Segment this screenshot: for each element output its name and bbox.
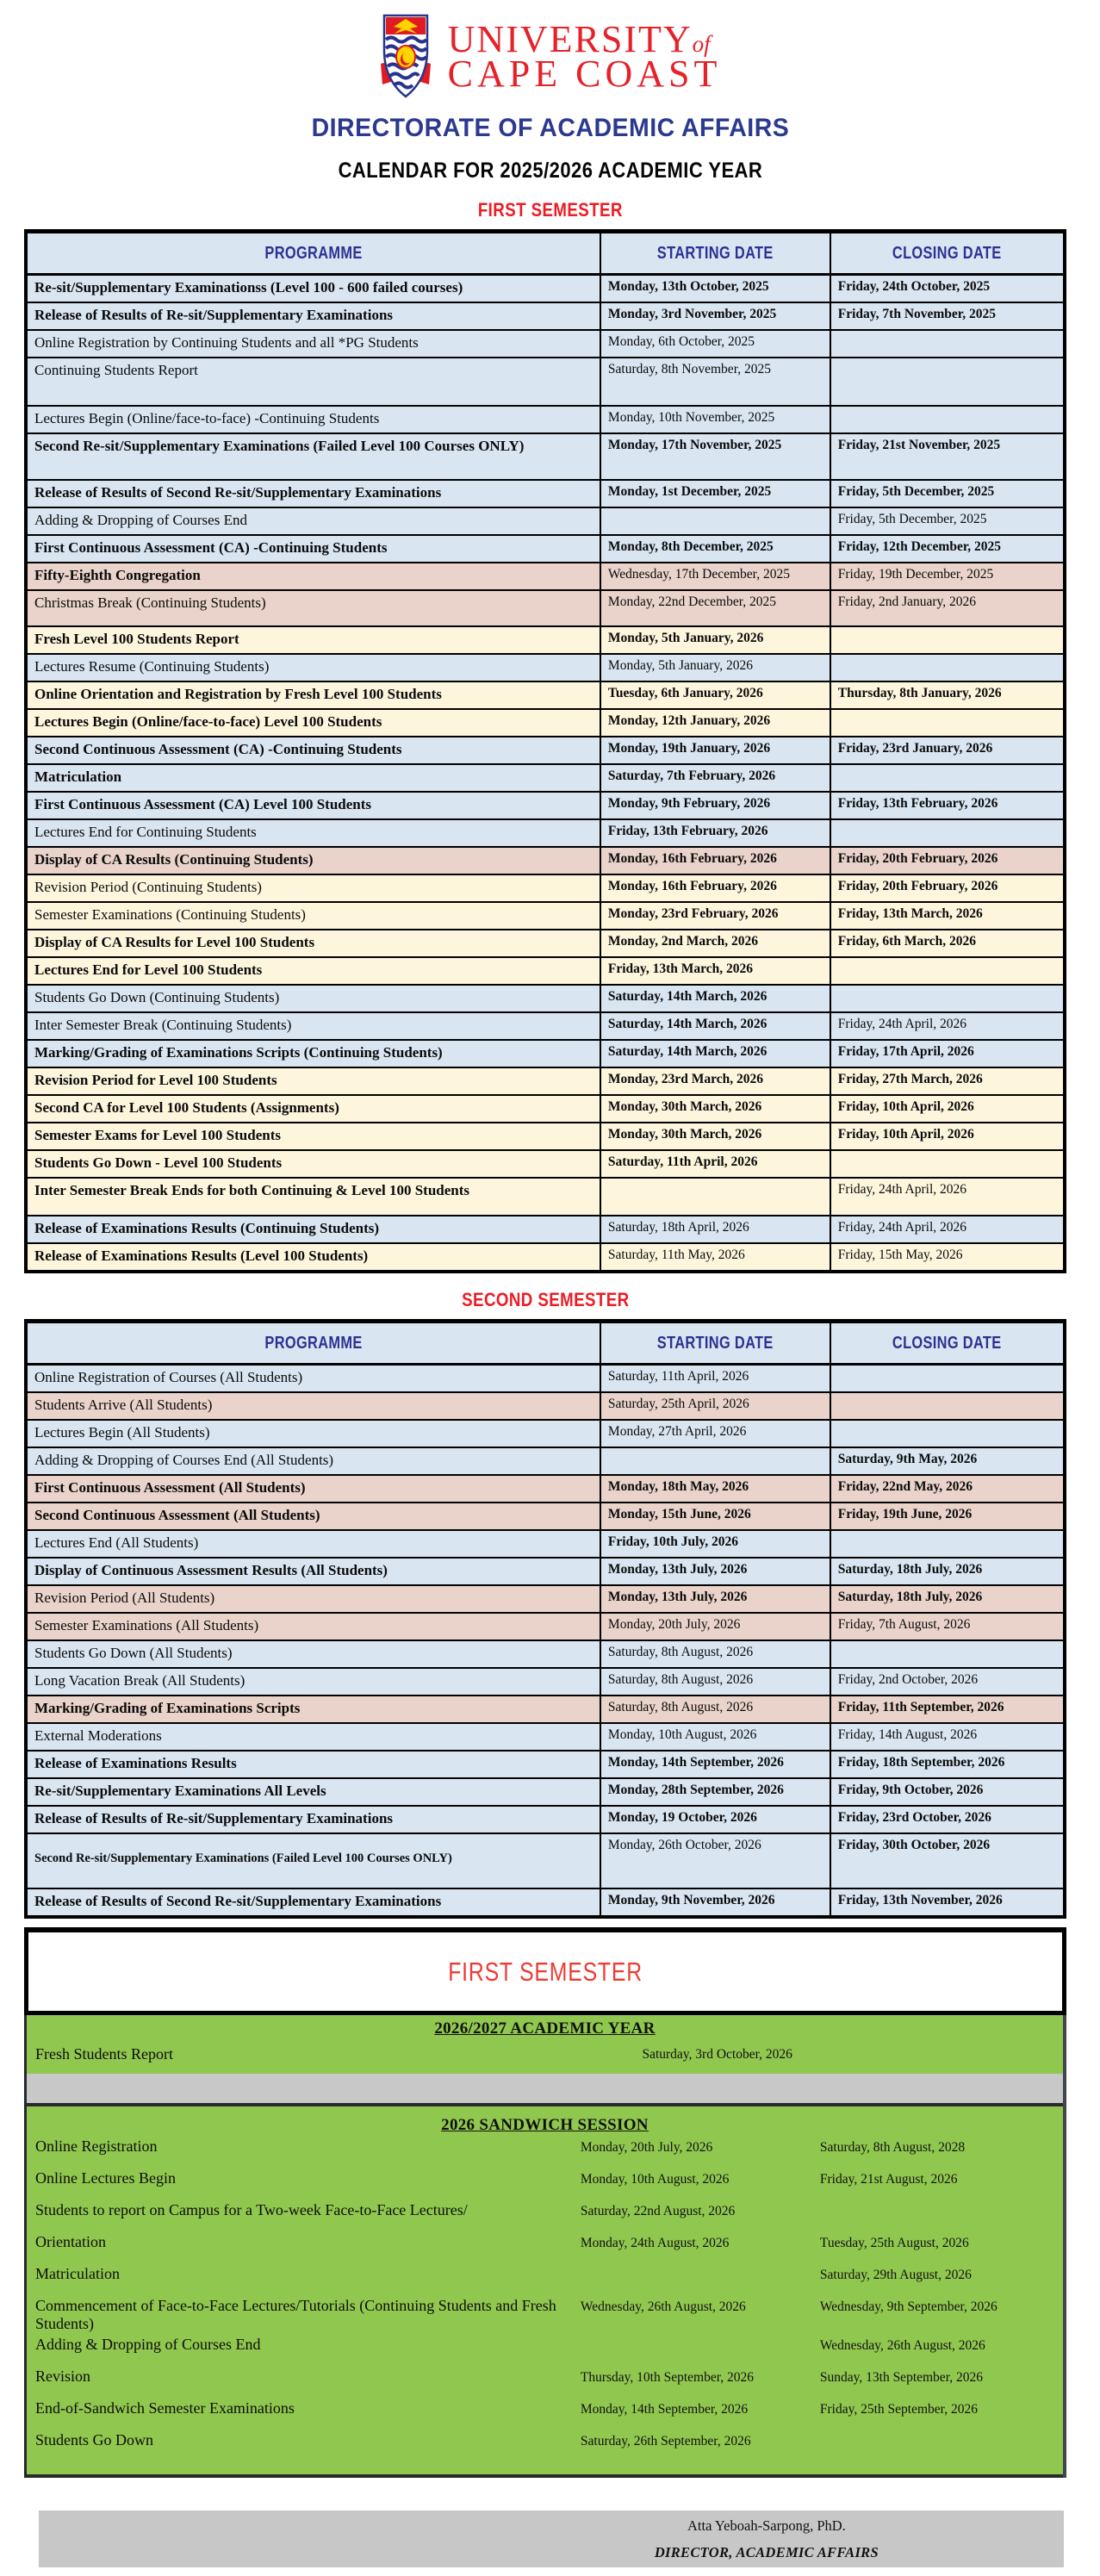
programme-cell: First Continuous Assessment (All Students): [28, 1476, 601, 1502]
starting-date: Saturday, 22nd August, 2026: [580, 2204, 736, 2218]
table-row: [28, 1419, 1063, 1447]
sandwich-session-rows: [27, 2135, 1063, 2461]
starting-date-cell: Saturday, 25th April, 2026: [601, 1393, 831, 1419]
table-row: [28, 302, 1063, 329]
table-row: [28, 405, 1063, 432]
closing-date-cell: Saturday, 9th May, 2026: [837, 1452, 978, 1466]
first-semester-table-body: [28, 276, 1063, 1270]
starting-date: Wednesday, 26th August, 2026: [580, 2299, 746, 2314]
table-row: [28, 818, 1063, 846]
table-row: [28, 432, 1063, 479]
starting-date-cell: Saturday, 8th November, 2025: [601, 358, 831, 405]
closing-date-cell: [831, 1641, 1063, 1667]
table-row: [28, 1667, 1063, 1695]
programme-cell: Lectures End (All Students): [28, 1531, 601, 1557]
table-row: [28, 1122, 1063, 1149]
closing-date-cell: Friday, 13th February, 2026: [837, 796, 998, 811]
programme-label: Revision: [35, 2368, 91, 2385]
table-row: [28, 956, 1063, 984]
table-row: [28, 1094, 1063, 1122]
table-row: [28, 1067, 1063, 1094]
starting-date-cell: Monday, 14th September, 2026: [601, 1752, 831, 1777]
closing-date-cell: Friday, 24th April, 2026: [837, 1182, 967, 1197]
starting-date-cell: [601, 1179, 831, 1215]
programme-cell: Revision Period for Level 100 Students: [28, 1068, 601, 1094]
starting-date: Saturday, 3rd October, 2026: [642, 2047, 792, 2062]
lower-sections: [24, 2015, 1066, 2478]
closing-date: Saturday, 29th August, 2026: [819, 2268, 972, 2282]
programme-label: Matriculation: [35, 2265, 120, 2282]
wordmark-line2: CAPE COAST: [447, 53, 722, 95]
programme-cell: Second CA for Level 100 Students (Assignments): [28, 1096, 601, 1122]
table-row: [28, 1640, 1063, 1667]
closing-date-cell: Friday, 27th March, 2026: [837, 1072, 983, 1086]
ucc-crest-logo: [379, 12, 432, 102]
programme-cell: Lectures Begin (Online/face-to-face) -Continuing Students: [28, 407, 601, 432]
programme-cell: Inter Semester Break Ends for both Continuing & Level 100 Students: [28, 1179, 601, 1215]
table-row: [28, 874, 1063, 901]
university-wordmark: [447, 17, 722, 95]
table-row: [28, 357, 1063, 405]
closing-date-cell: [831, 986, 1063, 1011]
starting-date-cell: Monday, 10th November, 2025: [601, 407, 831, 432]
starting-date-cell: Monday, 16th February, 2026: [601, 848, 831, 874]
column-header-starting-date: STARTING DATE: [601, 1323, 831, 1363]
table-row: [28, 901, 1063, 929]
programme-cell: Inter Semester Break (Continuing Students): [28, 1013, 601, 1039]
starting-date: Monday, 24th August, 2026: [580, 2236, 730, 2250]
programme-cell: Display of CA Results (Continuing Students): [28, 848, 601, 874]
closing-date: Wednesday, 26th August, 2026: [819, 2338, 985, 2353]
closing-date: Tuesday, 25th August, 2026: [819, 2236, 969, 2250]
closing-date-cell: [831, 655, 1063, 681]
starting-date-cell: Monday, 22nd December, 2025: [601, 591, 831, 625]
programme-cell: Lectures End for Level 100 Students: [28, 958, 601, 984]
programme-label: Students to report on Campus for a Two-week Face-to-Face Lectures/: [35, 2201, 468, 2218]
closing-date-cell: [831, 407, 1063, 432]
starting-date-cell: Monday, 8th December, 2025: [601, 536, 831, 562]
starting-date-cell: Saturday, 11th April, 2026: [601, 1366, 831, 1391]
programme-cell: Matriculation: [28, 765, 601, 791]
starting-date-cell: Monday, 28th September, 2026: [601, 1779, 831, 1805]
starting-date-cell: Saturday, 14th March, 2026: [601, 1013, 831, 1039]
programme-cell: External Moderations: [28, 1724, 601, 1750]
closing-date-cell: [831, 331, 1063, 357]
table-row: [28, 276, 1063, 302]
table-row: [28, 479, 1063, 507]
starting-date-cell: Monday, 6th October, 2025: [601, 331, 831, 357]
academic-year-2026-27-section: [27, 2015, 1063, 2074]
starting-date-cell: [601, 508, 831, 534]
signature-footer: [39, 2511, 1064, 2567]
table-row: [28, 984, 1063, 1011]
table-row: [28, 329, 1063, 357]
programme-cell: Release of Examinations Results (Level 100 Students): [28, 1244, 601, 1270]
programme-cell: Release of Examinations Results (Continuing Students): [28, 1216, 601, 1242]
closing-date-cell: Friday, 21st November, 2025: [837, 438, 1001, 452]
closing-date: [820, 2431, 1054, 2434]
closing-date-cell: Friday, 24th April, 2026: [837, 1220, 967, 1235]
table-header-row: [28, 1323, 1063, 1366]
table-row: [28, 1777, 1063, 1805]
closing-date: Friday, 21st August, 2026: [819, 2172, 958, 2187]
list-item: [27, 2294, 1063, 2333]
starting-date-cell: Friday, 10th July, 2026: [601, 1531, 831, 1557]
table-row: [28, 763, 1063, 791]
table-row: [28, 1695, 1063, 1722]
table-row: [28, 708, 1063, 736]
list-item: [27, 2231, 1063, 2262]
signatory-title: DIRECTOR, ACADEMIC AFFAIRS: [654, 2543, 879, 2560]
closing-date-cell: Friday, 2nd January, 2026: [837, 594, 977, 609]
table-row: [28, 1149, 1063, 1177]
table-row: [28, 681, 1063, 708]
closing-date-cell: Friday, 10th April, 2026: [837, 1099, 974, 1114]
programme-label: Commencement of Face-to-Face Lectures/Tutorials (Continuing Students and Fresh Students): [35, 2297, 556, 2332]
starting-date-cell: Monday, 27th April, 2026: [601, 1421, 831, 1447]
starting-date-cell: Monday, 15th June, 2026: [601, 1503, 831, 1529]
programme-cell: Revision Period (Continuing Students): [28, 875, 601, 901]
closing-date-cell: Friday, 12th December, 2025: [837, 539, 1002, 554]
closing-date-cell: Friday, 20th February, 2026: [837, 851, 998, 866]
column-header-starting-date: STARTING DATE: [601, 233, 831, 273]
list-item: [27, 2262, 1063, 2294]
closing-date-cell: Friday, 5th December, 2025: [837, 512, 987, 526]
closing-date-cell: [831, 710, 1063, 736]
starting-date-cell: Saturday, 8th August, 2026: [601, 1669, 831, 1695]
table-row: [28, 589, 1063, 625]
closing-date-cell: Friday, 19th June, 2026: [837, 1507, 973, 1521]
second-semester-table: [24, 1319, 1066, 1919]
starting-date-cell: Monday, 9th November, 2026: [601, 1889, 831, 1915]
next-first-semester-label: FIRST SEMESTER: [448, 1956, 643, 1987]
closing-date-cell: [831, 1366, 1063, 1391]
table-row: [28, 562, 1063, 589]
programme-cell: Marking/Grading of Examinations Scripts: [28, 1696, 601, 1722]
closing-date-cell: [831, 765, 1063, 791]
programme-label: Students Go Down: [35, 2431, 154, 2448]
wordmark-line1: UNIVERSITYof: [447, 17, 711, 60]
starting-date-cell: Saturday, 8th August, 2026: [601, 1696, 831, 1722]
closing-date-cell: [831, 958, 1063, 984]
starting-date-cell: Monday, 5th January, 2026: [601, 655, 831, 681]
list-item: [27, 2038, 1063, 2074]
column-header-programme: PROGRAMME: [28, 233, 601, 273]
closing-date-cell: Friday, 20th February, 2026: [837, 879, 998, 893]
starting-date-cell: Monday, 26th October, 2026: [601, 1834, 831, 1888]
starting-date-cell: Saturday, 18th April, 2026: [601, 1216, 831, 1242]
closing-date-cell: Friday, 7th August, 2026: [837, 1617, 971, 1632]
programme-label: Online Lectures Begin: [35, 2169, 176, 2187]
starting-date: [581, 2265, 820, 2268]
table-row: [28, 534, 1063, 562]
table-row: [28, 791, 1063, 818]
masthead: [0, 12, 1100, 102]
programme-cell: Online Registration by Continuing Students and all *PG Students: [28, 331, 601, 357]
second-semester-heading: SECOND SEMESTER: [461, 1289, 630, 1310]
signatory-name: Atta Yeboah-Sarpong, PhD.: [687, 2517, 846, 2534]
programme-label: Fresh Students Report: [35, 2045, 173, 2063]
programme-cell: Second Continuous Assessment (CA) -Continuing Students: [28, 737, 601, 763]
starting-date: Saturday, 26th September, 2026: [580, 2434, 751, 2448]
list-item: [27, 2135, 1063, 2167]
programme-cell: Semester Examinations (Continuing Students): [28, 903, 601, 929]
programme-cell: Students Go Down (All Students): [28, 1641, 601, 1667]
closing-date-cell: [831, 627, 1063, 653]
list-item: [27, 2397, 1063, 2429]
programme-cell: Fresh Level 100 Students Report: [28, 627, 601, 653]
closing-date: Sunday, 13th September, 2026: [819, 2370, 983, 2385]
closing-date-cell: Saturday, 18th July, 2026: [837, 1562, 983, 1577]
list-item: [27, 2365, 1063, 2397]
table-row: [28, 1502, 1063, 1529]
starting-date-cell: Saturday, 11th April, 2026: [601, 1151, 831, 1177]
wordmark-of: of: [692, 30, 711, 57]
starting-date-cell: Monday, 19 October, 2026: [601, 1807, 831, 1832]
programme-cell: Lectures Begin (Online/face-to-face) Level 100 Students: [28, 710, 601, 736]
programme-cell: Continuing Students Report: [28, 358, 601, 405]
closing-date-cell: Friday, 13th March, 2026: [837, 906, 983, 921]
starting-date-cell: Monday, 13th July, 2026: [601, 1559, 831, 1584]
starting-date-cell: Friday, 13th February, 2026: [601, 820, 831, 846]
list-item: [27, 2429, 1063, 2461]
starting-date: Thursday, 10th September, 2026: [580, 2370, 755, 2385]
closing-date-cell: Friday, 30th October, 2026: [837, 1838, 991, 1852]
starting-date: Monday, 20th July, 2026: [580, 2140, 713, 2155]
programme-cell: Students Arrive (All Students): [28, 1393, 601, 1419]
closing-date-cell: Saturday, 18th July, 2026: [837, 1590, 983, 1604]
programme-cell: Adding & Dropping of Courses End: [28, 508, 601, 534]
table-row: [28, 1888, 1063, 1915]
table-row: [28, 1750, 1063, 1777]
programme-label: Online Registration: [35, 2137, 158, 2155]
table-row: [28, 1474, 1063, 1502]
list-item: [27, 2199, 1063, 2231]
table-row: [28, 625, 1063, 653]
closing-date: Friday, 25th September, 2026: [819, 2402, 978, 2417]
table-row: [28, 1557, 1063, 1584]
table-row: [28, 929, 1063, 956]
closing-date-cell: [831, 358, 1063, 405]
closing-date: Saturday, 8th August, 2028: [819, 2140, 966, 2155]
closing-date-cell: [831, 1393, 1063, 1419]
starting-date-cell: Monday, 9th February, 2026: [601, 793, 831, 818]
starting-date-cell: Saturday, 14th March, 2026: [601, 1041, 831, 1067]
starting-date-cell: Monday, 1st December, 2025: [601, 481, 831, 507]
closing-date-cell: Friday, 23rd January, 2026: [837, 741, 993, 756]
table-row: [28, 1242, 1063, 1270]
closing-date-cell: Friday, 11th September, 2026: [837, 1700, 1004, 1714]
programme-cell: Adding & Dropping of Courses End (All Students): [28, 1448, 601, 1474]
starting-date-cell: Monday, 12th January, 2026: [601, 710, 831, 736]
closing-date-cell: Friday, 17th April, 2026: [837, 1044, 974, 1059]
starting-date-cell: Saturday, 8th August, 2026: [601, 1641, 831, 1667]
programme-cell: Display of CA Results for Level 100 Students: [28, 930, 601, 956]
starting-date-cell: Saturday, 11th May, 2026: [601, 1244, 831, 1270]
directorate-title: DIRECTORATE OF ACADEMIC AFFAIRS: [311, 114, 789, 142]
closing-date-cell: Friday, 15th May, 2026: [837, 1248, 963, 1262]
section-separator: [27, 2074, 1063, 2103]
starting-date-cell: Monday, 18th May, 2026: [601, 1476, 831, 1502]
table-row: [28, 1612, 1063, 1640]
starting-date-cell: Monday, 23rd March, 2026: [601, 1068, 831, 1094]
starting-date-cell: Monday, 30th March, 2026: [601, 1096, 831, 1122]
closing-date-cell: [831, 1421, 1063, 1447]
starting-date: [581, 2336, 820, 2338]
programme-cell: Lectures Resume (Continuing Students): [28, 655, 601, 681]
starting-date-cell: Monday, 2nd March, 2026: [601, 930, 831, 956]
programme-cell: Second Re-sit/Supplementary Examinations (Failed Level 100 Courses ONLY): [28, 434, 601, 479]
closing-date-cell: [831, 1531, 1063, 1557]
first-semester-table: [24, 229, 1066, 1273]
table-row: [28, 1832, 1063, 1888]
table-row: [28, 1805, 1063, 1832]
programme-cell: Long Vacation Break (All Students): [28, 1669, 601, 1695]
programme-cell: Christmas Break (Continuing Students): [28, 591, 601, 625]
first-semester-heading: FIRST SEMESTER: [477, 199, 623, 221]
table-row: [28, 1011, 1063, 1039]
column-header-programme: PROGRAMME: [28, 1323, 601, 1363]
closing-date-cell: Friday, 24th April, 2026: [837, 1017, 967, 1031]
sandwich-session-heading: 2026 SANDWICH SESSION: [441, 2116, 649, 2134]
closing-date-cell: Friday, 5th December, 2025: [837, 484, 995, 499]
starting-date-cell: Monday, 16th February, 2026: [601, 875, 831, 901]
column-header-closing-date: CLOSING DATE: [892, 244, 1002, 263]
programme-cell: Lectures End for Continuing Students: [28, 820, 601, 846]
programme-cell: Second Continuous Assessment (All Students): [28, 1503, 601, 1529]
table-row: [28, 507, 1063, 534]
closing-date-cell: [831, 1151, 1063, 1177]
sandwich-session-section: [27, 2103, 1063, 2478]
starting-date-cell: Monday, 30th March, 2026: [601, 1123, 831, 1149]
programme-label: Orientation: [35, 2233, 106, 2250]
closing-date-cell: Friday, 22nd May, 2026: [837, 1479, 973, 1494]
programme-cell: Students Go Down - Level 100 Students: [28, 1151, 601, 1177]
programme-cell: Online Registration of Courses (All Students): [28, 1366, 601, 1391]
closing-date-cell: Friday, 6th March, 2026: [837, 934, 977, 949]
programme-cell: Display of Continuous Assessment Results (All Students): [28, 1559, 601, 1584]
table-row: [28, 1039, 1063, 1067]
table-row: [28, 653, 1063, 681]
programme-cell: First Continuous Assessment (CA) Level 100 Students: [28, 793, 601, 818]
next-first-semester-box: [24, 1927, 1066, 2015]
closing-date: [820, 2201, 1054, 2204]
closing-date-cell: [831, 820, 1063, 846]
table-row: [28, 1447, 1063, 1474]
academic-year-2026-27-heading: 2026/2027 ACADEMIC YEAR: [434, 2019, 656, 2038]
starting-date-cell: Monday, 10th August, 2026: [601, 1724, 831, 1750]
table-row: [28, 1722, 1063, 1750]
closing-date-cell: Friday, 18th September, 2026: [837, 1755, 1005, 1770]
starting-date-cell: Monday, 13th October, 2025: [601, 276, 831, 302]
academic-year-2026-27-rows: [27, 2038, 1063, 2074]
programme-cell: Semester Examinations (All Students): [28, 1614, 601, 1640]
programme-cell: First Continuous Assessment (CA) -Continuing Students: [28, 536, 601, 562]
programme-cell: Marking/Grading of Examinations Scripts (Continuing Students): [28, 1041, 601, 1067]
programme-cell: Release of Results of Second Re-sit/Supplementary Examinations: [28, 481, 601, 507]
closing-date-cell: Friday, 23rd October, 2026: [837, 1810, 991, 1825]
list-item: [27, 2167, 1063, 2199]
table-header-row: [28, 233, 1063, 276]
closing-date-cell: Friday, 2nd October, 2026: [837, 1672, 979, 1687]
starting-date-cell: Tuesday, 6th January, 2026: [601, 682, 831, 708]
programme-cell: Release of Results of Re-sit/Supplementary Examinations: [28, 303, 601, 329]
programme-cell: Students Go Down (Continuing Students): [28, 986, 601, 1011]
programme-cell: Second Re-sit/Supplementary Examinations (Failed Level 100 Courses ONLY): [28, 1834, 601, 1888]
table-row: [28, 1391, 1063, 1419]
starting-date-cell: Friday, 13th March, 2026: [601, 958, 831, 984]
starting-date-cell: Monday, 19th January, 2026: [601, 737, 831, 763]
column-header-closing-date: CLOSING DATE: [892, 1334, 1002, 1353]
table-row: [28, 1215, 1063, 1242]
closing-date: Wednesday, 9th September, 2026: [819, 2299, 997, 2314]
starting-date-cell: Monday, 5th January, 2026: [601, 627, 831, 653]
closing-date-cell: Friday, 9th October, 2026: [837, 1783, 984, 1797]
starting-date-cell: Monday, 3rd November, 2025: [601, 303, 831, 329]
programme-cell: Revision Period (All Students): [28, 1586, 601, 1612]
closing-date-cell: Friday, 24th October, 2025: [837, 279, 991, 294]
table-row: [28, 1366, 1063, 1391]
programme-cell: Fifty-Eighth Congregation: [28, 563, 601, 589]
closing-date-cell: Friday, 7th November, 2025: [837, 307, 997, 321]
starting-date-cell: Saturday, 7th February, 2026: [601, 765, 831, 791]
closing-date-cell: Friday, 13th November, 2026: [837, 1893, 1003, 1907]
starting-date: Monday, 10th August, 2026: [580, 2172, 730, 2187]
closing-date-cell: Friday, 19th December, 2025: [837, 567, 994, 582]
programme-cell: Re-sit/Supplementary Examinationss (Level 100 - 600 failed courses): [28, 276, 601, 302]
closing-date-cell: Friday, 10th April, 2026: [837, 1127, 974, 1142]
closing-date-cell: Friday, 14th August, 2026: [837, 1727, 978, 1742]
programme-label: End-of-Sandwich Semester Examinations: [35, 2399, 295, 2417]
starting-date-cell: Monday, 13th July, 2026: [601, 1586, 831, 1612]
calendar-title: CALENDAR FOR 2025/2026 ACADEMIC YEAR: [338, 159, 762, 183]
table-row: [28, 1177, 1063, 1215]
programme-label: Adding & Dropping of Courses End: [35, 2336, 261, 2353]
starting-date-cell: Wednesday, 17th December, 2025: [601, 563, 831, 589]
programme-cell: Release of Examinations Results: [28, 1752, 601, 1777]
table-row: [28, 846, 1063, 874]
table-row: [28, 736, 1063, 763]
programme-cell: Lectures Begin (All Students): [28, 1421, 601, 1447]
programme-cell: Online Orientation and Registration by Fresh Level 100 Students: [28, 682, 601, 708]
programme-cell: Semester Exams for Level 100 Students: [28, 1123, 601, 1149]
table-row: [28, 1584, 1063, 1612]
starting-date-cell: Monday, 17th November, 2025: [601, 434, 831, 479]
programme-cell: Release of Results of Re-sit/Supplementary Examinations: [28, 1807, 601, 1832]
programme-cell: Release of Results of Second Re-sit/Supplementary Examinations: [28, 1889, 601, 1915]
starting-date-cell: Saturday, 14th March, 2026: [601, 986, 831, 1011]
starting-date-cell: [601, 1448, 831, 1474]
starting-date: Monday, 14th September, 2026: [580, 2402, 749, 2417]
starting-date-cell: Monday, 20th July, 2026: [601, 1614, 831, 1640]
list-item: [27, 2333, 1063, 2365]
second-semester-table-body: [28, 1366, 1063, 1915]
table-row: [28, 1529, 1063, 1557]
starting-date-cell: Monday, 23rd February, 2026: [601, 903, 831, 929]
closing-date-cell: Thursday, 8th January, 2026: [837, 686, 1002, 700]
programme-cell: Re-sit/Supplementary Examinations All Levels: [28, 1779, 601, 1805]
